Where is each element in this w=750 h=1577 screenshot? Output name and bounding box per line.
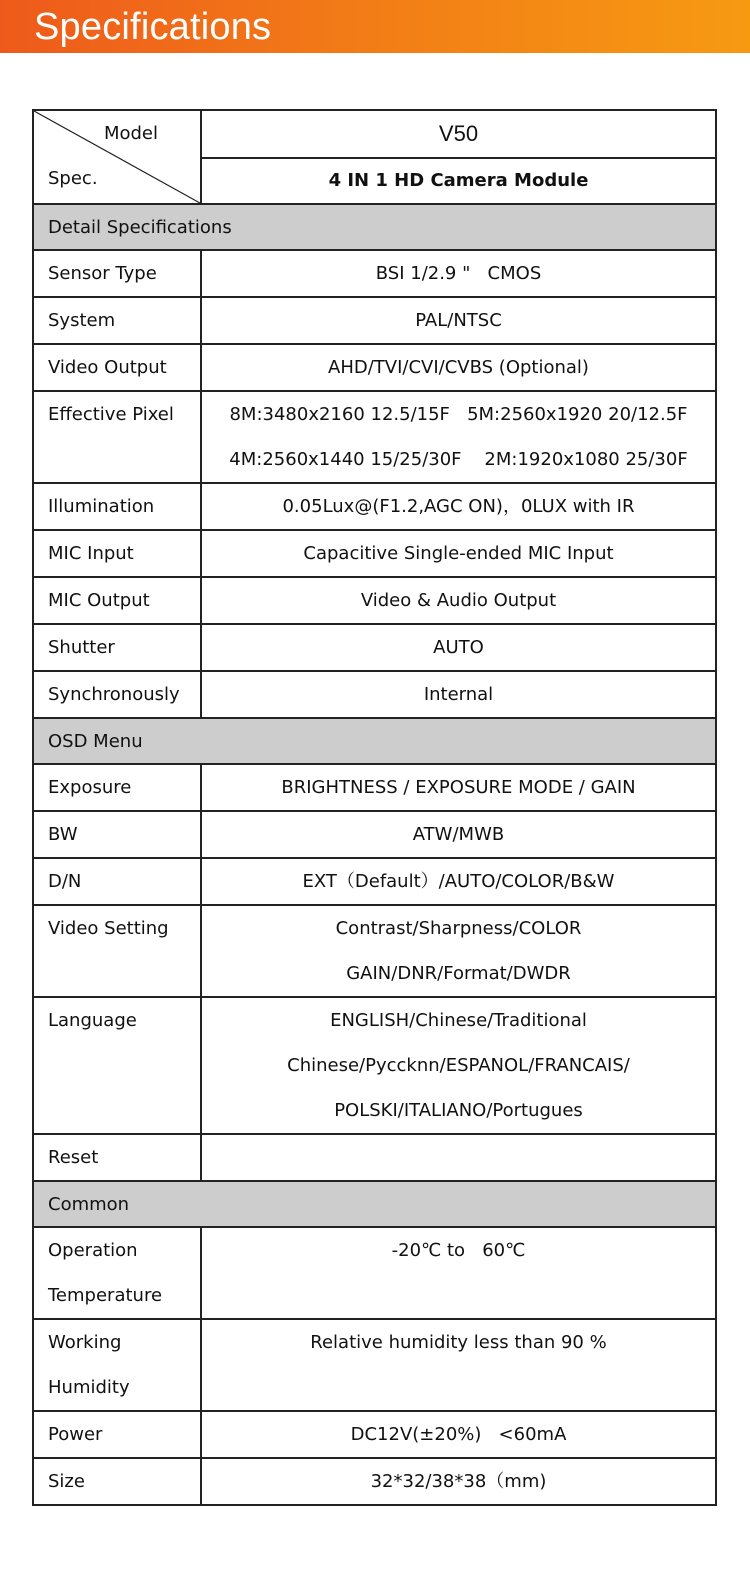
section-header-row [33,1181,716,1227]
spec-label-cell [33,905,201,997]
spec-value-text: -20℃ to 60℃ [391,1240,526,1261]
spec-row [33,1411,716,1458]
model-spec-corner-cell [33,110,201,204]
spec-value-text: BRIGHTNESS / EXPOSURE MODE / GAIN [281,777,636,798]
spec-label-text: Working [48,1332,122,1353]
spec-label-text: Synchronously [48,684,180,705]
spec-value-cell [201,577,716,624]
spec-value-cell [201,1411,716,1458]
spec-row [33,1319,716,1411]
spec-value-cell [201,997,716,1134]
spec-row [33,624,716,671]
spec-label-text: Video Setting [48,918,169,939]
spec-label-cell [33,530,201,577]
spec-value-cell [201,1319,716,1411]
spec-label-cell [33,1411,201,1458]
spec-label-text: D/N [48,871,82,892]
spec-value-text [202,1273,715,1318]
product-name: 4 IN 1 HD Camera Module [201,158,716,205]
spec-value-cell [201,1227,716,1319]
spec-label: Spec. [48,168,98,189]
spec-label-cell [33,577,201,624]
spec-label-cell [33,1134,201,1181]
spec-label-cell [33,1227,201,1319]
spec-value-text: AUTO [433,637,484,658]
spec-label-cell [33,624,201,671]
spec-row [33,250,716,297]
spec-value-text: PAL/NTSC [415,310,502,331]
spec-value-text: EXT（Default）/AUTO/COLOR/B&W [302,871,615,892]
spec-label-text: Language [48,1010,137,1031]
spec-value-cell [201,811,716,858]
spec-row [33,858,716,905]
spec-row [33,764,716,811]
spec-label-cell [33,483,201,530]
spec-value-text: AHD/TVI/CVI/CVBS (Optional) [328,357,589,378]
spec-label-text: MIC Output [48,590,150,611]
specifications-banner [0,0,750,53]
spec-value-cell [201,764,716,811]
spec-label-text: Power [48,1424,103,1445]
spec-row [33,530,716,577]
spec-value-cell [201,905,716,997]
spec-value-text: 32*32/38*38（mm) [370,1471,547,1492]
spec-row [33,811,716,858]
spec-value-text: POLSKI/ITALIANO/Portugues [334,1100,583,1121]
header-row [33,110,716,158]
spec-label-text: Sensor Type [48,263,157,284]
spec-value-text: Capacitive Single-ended MIC Input [303,543,614,564]
spec-value-text: 8M:3480x2160 12.5/15F 5M:2560x1920 20/12.5F [229,404,688,425]
banner-title: Specifications [34,6,272,48]
spec-value-text: Contrast/Sharpness/COLOR [335,918,582,939]
section-title: Common [33,1181,716,1227]
spec-label-text: Video Output [48,357,167,378]
spec-value-text: 0.05Lux@(F1.2,AGC ON)，0LUX with IR [282,496,635,517]
spec-value-cell [201,344,716,391]
spec-value-text: 4M:2560x1440 15/25/30F 2M:1920x1080 25/30F [229,449,688,470]
spec-label-cell [33,391,201,483]
spec-row [33,483,716,530]
spec-row [33,391,716,483]
spec-label-cell [33,1458,201,1505]
spec-value-text [202,1135,715,1180]
spec-row [33,344,716,391]
spec-value-cell [201,624,716,671]
spec-label-text: Reset [48,1147,99,1168]
spec-value-cell [201,671,716,718]
model-value: V50 [201,110,716,158]
spec-value-cell [201,1458,716,1505]
spec-label-text: System [48,310,116,331]
section-header-row [33,204,716,250]
spec-label-cell [33,997,201,1134]
spec-row [33,671,716,718]
spec-value-text: Relative humidity less than 90 % [310,1332,607,1353]
spec-value-text: BSI 1/2.9 " CMOS [375,263,542,284]
spec-value-text: DC12V(±20%) <60mA [350,1424,567,1445]
spec-table [32,109,717,1506]
spec-row [33,997,716,1134]
spec-row [33,297,716,344]
spec-value-cell [201,250,716,297]
spec-label-cell [33,1319,201,1411]
spec-value-cell [201,483,716,530]
section-title: Detail Specifications [33,204,716,250]
spec-value-text: Video & Audio Output [360,590,557,611]
spec-label-text: Size [48,1471,85,1492]
spec-row [33,577,716,624]
spec-value-cell [201,1134,716,1181]
spec-row [33,905,716,997]
spec-value-cell [201,858,716,905]
spec-value-cell [201,391,716,483]
spec-label-cell [33,811,201,858]
spec-value-cell [201,530,716,577]
section-title: OSD Menu [33,718,716,764]
spec-label-text: Shutter [48,637,115,658]
spec-label-cell [33,297,201,344]
spec-label-cell [33,344,201,391]
spec-row [33,1134,716,1181]
spec-value-cell [201,297,716,344]
spec-value-text: Internal [423,684,494,705]
spec-label-text: Exposure [48,777,132,798]
spec-value-text: ENGLISH/Chinese/Traditional [330,1010,587,1031]
spec-label-text: Operation [48,1240,138,1261]
spec-label-cell [33,858,201,905]
spec-row [33,1227,716,1319]
spec-row [33,1458,716,1505]
spec-label-cell [33,250,201,297]
spec-label-text: Illumination [48,496,155,517]
spec-value-text: ATW/MWB [412,824,505,845]
spec-label-cell [33,671,201,718]
spec-label-text: MIC Input [48,543,134,564]
spec-value-text [202,1365,715,1410]
spec-label-cell [33,764,201,811]
spec-label-text: BW [48,824,78,845]
spec-label-text: Temperature [48,1285,163,1306]
spec-label-text: Effective Pixel [48,404,174,425]
model-label: Model [103,123,158,144]
spec-value-text: GAIN/DNR/Format/DWDR [346,963,571,984]
section-header-row [33,718,716,764]
spec-value-text: Chinese/Pyccknn/ESPANOL/FRANCAIS/ [287,1055,630,1076]
spec-label-text: Humidity [48,1377,130,1398]
